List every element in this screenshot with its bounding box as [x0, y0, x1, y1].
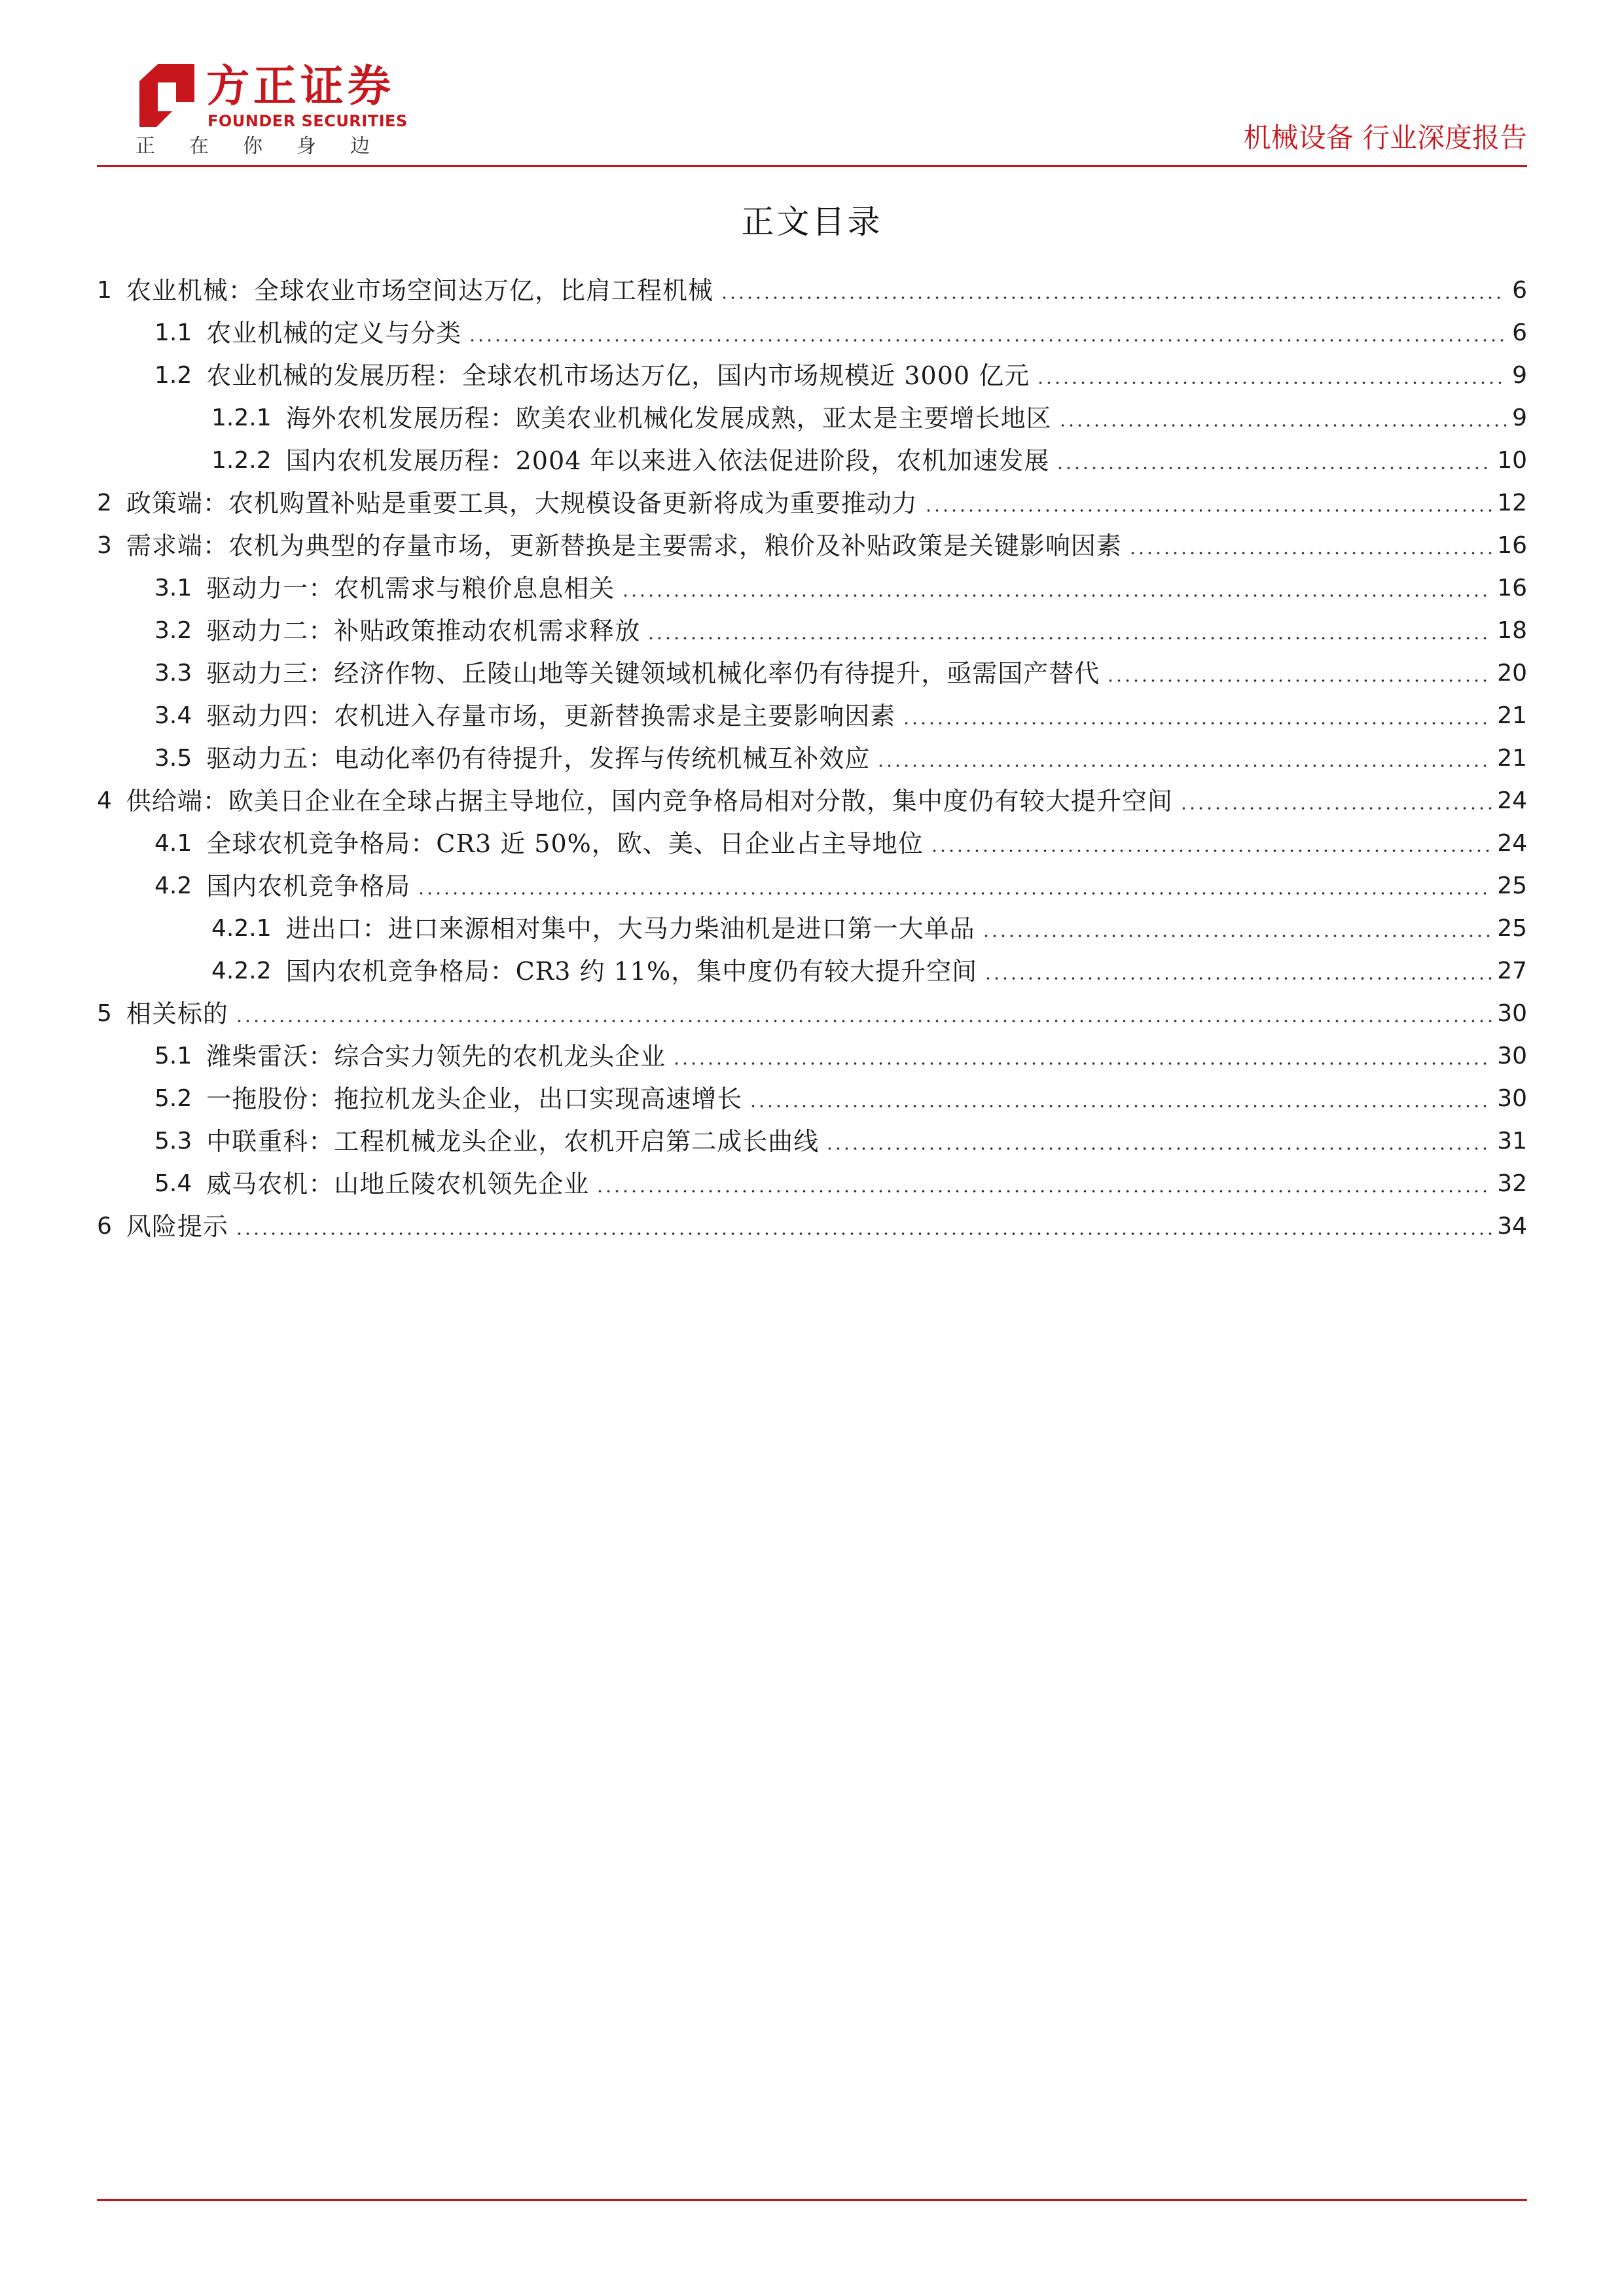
toc-section-number: 6 [97, 1213, 112, 1240]
brand-name-cn: 方正证券 [206, 61, 395, 111]
toc-entry-link[interactable] [154, 827, 1527, 861]
toc-entry [97, 946, 1527, 988]
toc-entry [97, 988, 1527, 1031]
toc-dot-leader [982, 912, 1492, 946]
toc-entry-link[interactable] [154, 742, 1527, 776]
toc-entry-link[interactable] [154, 359, 1527, 393]
toc-section-number: 4.2.1 [211, 915, 272, 942]
toc-dot-leader [235, 1210, 1492, 1244]
header-divider [97, 165, 1527, 167]
toc-entry-link[interactable] [154, 656, 1527, 691]
toc-section-number: 3.4 [154, 702, 192, 729]
toc-section-title: 需求端：农机为典型的存量市场，更新替换是主要需求，粮价及补贴政策是关键影响因素 [126, 531, 1122, 560]
toc-dot-leader [235, 997, 1492, 1031]
toc-entry [97, 605, 1527, 648]
toc-dot-leader [621, 571, 1492, 605]
toc-entry-link[interactable] [211, 954, 1527, 988]
toc-section-number: 3.1 [154, 575, 192, 601]
toc-page-number: 27 [1497, 958, 1527, 984]
toc-entry [97, 861, 1527, 903]
page-header [0, 0, 1624, 170]
toc-entry [97, 776, 1527, 818]
toc-dot-leader [924, 486, 1492, 520]
toc-entry [97, 435, 1527, 478]
toc-section-title: 供给端：欧美日企业在全球占据主导地位，国内竞争格局相对分散，集中度仍有较大提升空间 [126, 787, 1173, 816]
toc-page-number: 6 [1512, 277, 1527, 304]
toc-entry [97, 393, 1527, 435]
toc-section-number: 3.3 [154, 660, 192, 687]
toc-entry [97, 478, 1527, 520]
toc-section-number: 3.5 [154, 745, 192, 772]
toc-section-number: 3 [97, 532, 112, 559]
toc-page-number: 25 [1497, 872, 1527, 899]
toc-page-number: 9 [1512, 362, 1527, 389]
toc-entry [97, 903, 1527, 946]
toc-entry-link[interactable] [154, 1124, 1527, 1158]
toc-section-title: 中联重科：工程机械龙头企业，农机开启第二成长曲线 [206, 1127, 820, 1156]
toc-section-number: 5 [97, 1000, 112, 1027]
toc-page-number: 9 [1512, 404, 1527, 431]
toc-dot-leader [1106, 656, 1492, 691]
toc-section-number: 5.4 [154, 1170, 192, 1197]
toc-dot-leader [930, 827, 1492, 861]
toc-section-number: 4.2 [154, 872, 192, 899]
toc-page-number: 24 [1497, 830, 1527, 857]
founder-logo-icon [134, 63, 200, 128]
toc-page-number: 25 [1497, 915, 1527, 942]
toc-page-number: 30 [1497, 1043, 1527, 1069]
toc-dot-leader [1058, 401, 1506, 435]
toc-entry-link[interactable] [154, 571, 1527, 605]
toc-section-title: 驱动力五：电动化率仍有待提升，发挥与传统机械互补效应 [206, 744, 871, 773]
toc-section-title: 驱动力三：经济作物、丘陵山地等关键领域机械化率仍有待提升，亟需国产替代 [206, 659, 1100, 688]
toc-section-title: 潍柴雷沃：综合实力领先的农机龙头企业 [206, 1042, 666, 1071]
toc-page-number: 30 [1497, 1000, 1527, 1027]
toc-section-number: 1.2 [154, 362, 192, 389]
toc-entry [97, 733, 1527, 776]
toc-page-number: 16 [1497, 532, 1527, 559]
toc-section-title: 一拖股份：拖拉机龙头企业，出口实现高速增长 [206, 1085, 743, 1113]
toc-section-number: 4.1 [154, 830, 192, 857]
toc-page-number: 12 [1497, 490, 1527, 516]
toc-section-title: 国内农机竞争格局：CR3 约 11%，集中度仍有较大提升空间 [285, 957, 978, 986]
toc-dot-leader [596, 1167, 1492, 1201]
toc-section-number: 1.2.1 [211, 404, 272, 431]
toc-section-title: 全球农机竞争格局：CR3 近 50%，欧、美、日企业占主导地位 [206, 829, 924, 858]
toc-dot-leader [876, 742, 1492, 776]
founder-securities-logo [134, 60, 408, 165]
toc-dot-leader [1128, 529, 1492, 563]
toc-page-number: 31 [1497, 1128, 1527, 1155]
toc-page-number: 20 [1497, 660, 1527, 687]
toc-page-number: 16 [1497, 575, 1527, 601]
toc-section-title: 农业机械的定义与分类 [206, 319, 462, 348]
toc-section-title: 驱动力四：农机进入存量市场，更新替换需求是主要影响因素 [206, 702, 896, 730]
toc-page-number: 21 [1497, 702, 1527, 729]
toc-entry-link[interactable] [211, 912, 1527, 946]
toc-section-number: 1 [97, 277, 112, 304]
toc-section-title: 农业机械的发展历程：全球农机市场达万亿，国内市场规模近 3000 亿元 [206, 361, 1030, 390]
toc-entry-link[interactable] [154, 1167, 1527, 1201]
toc-entry [97, 350, 1527, 393]
toc-entry-link[interactable] [154, 614, 1527, 648]
toc-entry [97, 1116, 1527, 1158]
toc-section-number: 2 [97, 490, 112, 516]
toc-entry-link[interactable] [154, 1039, 1527, 1073]
toc-entry-link[interactable] [211, 444, 1527, 478]
toc-entry-link[interactable] [211, 401, 1527, 435]
toc-entry-link[interactable] [97, 997, 1527, 1031]
toc-section-title: 国内农机竞争格局 [206, 872, 411, 901]
footer-divider [97, 2199, 1527, 2201]
toc-entry-link[interactable] [97, 784, 1527, 818]
toc-dot-leader [902, 699, 1492, 733]
toc-section-number: 4 [97, 787, 112, 814]
toc-section-title: 政策端：农机购置补贴是重要工具，大规模设备更新将成为重要推动力 [126, 489, 918, 518]
report-type-label: 机械设备 行业深度报告 [1243, 122, 1527, 154]
toc-section-number: 3.2 [154, 617, 192, 644]
toc-section-title: 威马农机：山地丘陵农机领先企业 [206, 1170, 590, 1198]
toc-entry [97, 265, 1527, 308]
toc-section-title: 风险提示 [126, 1212, 228, 1241]
toc-dot-leader [720, 274, 1506, 308]
toc-dot-leader [1180, 784, 1492, 818]
toc-section-number: 1.2.2 [211, 447, 272, 474]
toc-entry-link[interactable] [154, 869, 1527, 903]
toc-dot-leader [417, 869, 1492, 903]
toc-entry [97, 648, 1527, 691]
toc-dot-leader [1056, 444, 1492, 478]
toc-section-title: 海外农机发展历程：欧美农业机械化发展成熟，亚太是主要增长地区 [285, 404, 1052, 433]
toc-section-title: 驱动力一：农机需求与粮价息息相关 [206, 574, 615, 603]
toc-entry-link[interactable] [97, 1210, 1527, 1244]
toc-dot-leader [749, 1082, 1492, 1116]
toc-dot-leader [468, 316, 1506, 350]
toc-entry-link[interactable] [154, 699, 1527, 733]
brand-slogan: 正在你身边 [135, 135, 404, 158]
toc-section-number: 4.2.2 [211, 958, 272, 984]
toc-entry-link[interactable] [97, 529, 1527, 563]
toc-dot-leader [647, 614, 1492, 648]
toc-section-number: 5.3 [154, 1128, 192, 1155]
toc-entry-link[interactable] [154, 316, 1527, 350]
toc-entry [97, 520, 1527, 563]
toc-dot-leader [672, 1039, 1492, 1073]
toc-entry-link[interactable] [97, 486, 1527, 520]
toc-page-number: 34 [1497, 1213, 1527, 1240]
toc-section-title: 国内农机发展历程：2004 年以来进入依法促进阶段，农机加速发展 [285, 446, 1050, 475]
toc-entry [97, 691, 1527, 733]
toc-page-number: 18 [1497, 617, 1527, 644]
toc-section-number: 1.1 [154, 319, 192, 346]
toc-entry [97, 308, 1527, 350]
toc-section-title: 驱动力二：补贴政策推动农机需求释放 [206, 617, 641, 645]
toc-dot-leader [984, 954, 1492, 988]
toc-page-number: 32 [1497, 1170, 1527, 1197]
toc-dot-leader [825, 1124, 1492, 1158]
toc-page-number: 6 [1512, 319, 1527, 346]
toc-page-number: 24 [1497, 787, 1527, 814]
toc-entry-link[interactable] [97, 274, 1527, 308]
toc-entry [97, 1158, 1527, 1201]
toc-entry [97, 818, 1527, 861]
toc-section-title: 进出口：进口来源相对集中，大马力柴油机是进口第一大单品 [285, 914, 975, 943]
toc-section-title: 相关标的 [126, 999, 228, 1028]
toc-page-number: 10 [1497, 447, 1527, 474]
toc-section-title: 农业机械：全球农业市场空间达万亿，比肩工程机械 [126, 276, 713, 305]
toc-entry [97, 1031, 1527, 1073]
brand-name-en: FOUNDER SECURITIES [208, 112, 408, 130]
toc-entry-link[interactable] [154, 1082, 1527, 1116]
toc-page-number: 30 [1497, 1085, 1527, 1112]
toc-entry [97, 1073, 1527, 1116]
toc-entry [97, 563, 1527, 605]
toc-dot-leader [1036, 359, 1506, 393]
table-of-contents [97, 265, 1527, 1244]
toc-entry [97, 1201, 1527, 1244]
toc-section-number: 5.2 [154, 1085, 192, 1112]
toc-section-number: 5.1 [154, 1043, 192, 1069]
toc-title: 正文目录 [741, 203, 883, 241]
toc-page-number: 21 [1497, 745, 1527, 772]
